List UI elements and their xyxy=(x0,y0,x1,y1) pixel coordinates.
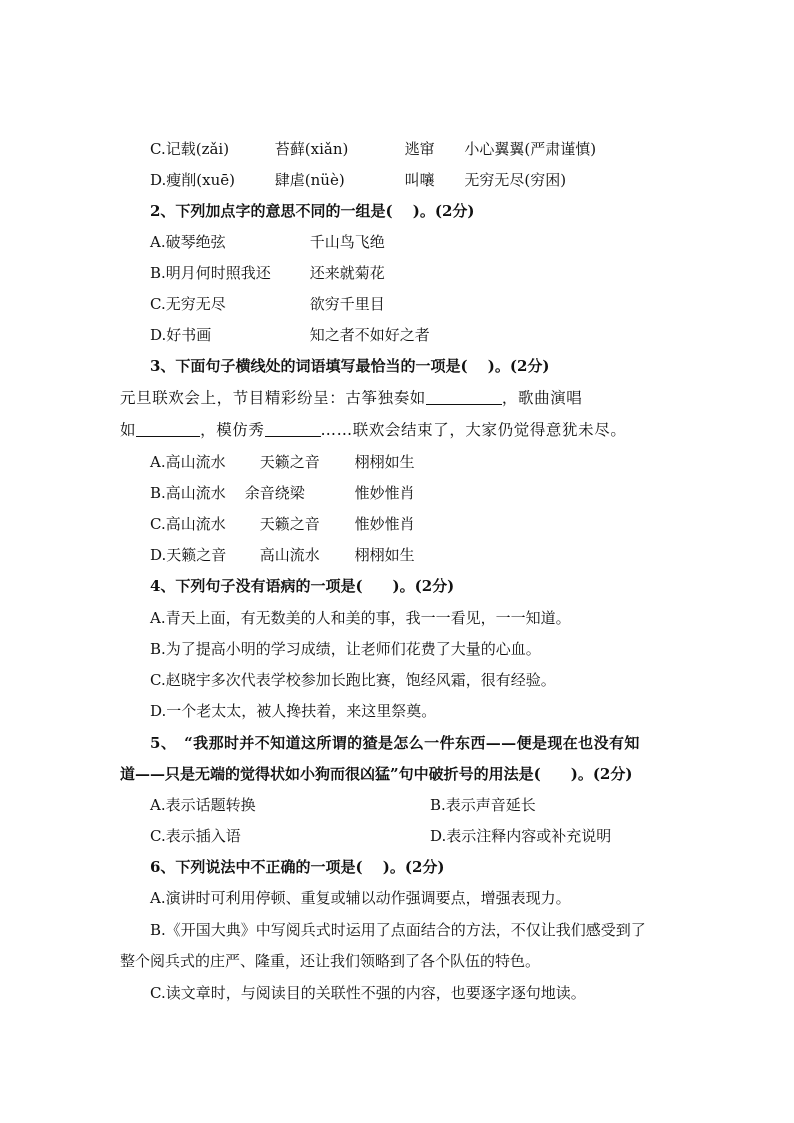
q6-option-b-line-1: B.《开国大典》中写阅兵式时运用了点面结合的方法，不仅让我们感受到了 xyxy=(150,921,646,939)
q1-c-word-1: C.记载(zǎi) xyxy=(150,140,230,158)
q2-a-left: A.破琴绝弦 xyxy=(150,233,226,251)
q2-stem: 2、下列加点字的意思不同的一组是( )。(2分) xyxy=(150,202,475,220)
q2-d-right: 知之者不如好之者 xyxy=(309,326,430,344)
q6-stem: 6、下列说法中不正确的一项是( )。(2分) xyxy=(150,858,445,876)
q4-option-a: A.青天上面，有无数美的人和美的事，我一一看见，一一知道。 xyxy=(150,609,571,627)
q3-passage-text-1: 元旦联欢会上，节目精彩纷呈：古筝独奏如 xyxy=(120,389,426,407)
q2-a-right: 千山鸟飞绝 xyxy=(309,233,385,251)
q3-a-3: 栩栩如生 xyxy=(354,453,415,471)
q2-option-d xyxy=(150,325,430,345)
q5-option-c: C.表示插入语 xyxy=(150,827,241,845)
q2-c-left: C.无穷无尽 xyxy=(150,295,226,313)
q1-d-word-3: 叫嚷 xyxy=(404,171,435,189)
q2-option-c xyxy=(150,294,385,314)
q3-passage-line-1 xyxy=(120,388,582,408)
q5-option-a: A.表示话题转换 xyxy=(150,796,256,814)
q4-stem: 4、下列句子没有语病的一项是( )。(2分) xyxy=(150,577,455,595)
q3-passage-line-2 xyxy=(120,420,626,440)
q3-b-1: B.高山流水 xyxy=(150,484,226,502)
q2-b-left: B.明月何时照我还 xyxy=(150,264,271,282)
q2-c-right: 欲穷千里目 xyxy=(309,295,385,313)
q6-option-b-line-2: 整个阅兵式的庄严、隆重，还让我们领略到了各个队伍的特色。 xyxy=(120,952,541,970)
q5-option-d: D.表示注释内容或补充说明 xyxy=(430,827,612,845)
q2-option-a xyxy=(150,232,385,252)
q3-c-2: 天籁之音 xyxy=(259,515,320,533)
q3-option-b xyxy=(150,483,415,503)
q3-option-a xyxy=(150,452,415,472)
q2-d-left: D.好书画 xyxy=(150,326,212,344)
q3-d-1: D.天籁之音 xyxy=(150,546,227,564)
q3-option-c xyxy=(150,514,415,534)
q3-passage-text-3: 如 xyxy=(120,421,137,439)
q3-blank-2 xyxy=(136,422,200,437)
q3-passage-text-5: ……联欢会结束了，大家仍觉得意犹未尽。 xyxy=(320,421,627,439)
q2-b-right: 还来就菊花 xyxy=(309,264,385,282)
q1-c-word-4: 小心翼翼(严肃谨慎) xyxy=(464,140,597,158)
q3-b-3: 惟妙惟肖 xyxy=(354,484,415,502)
q3-blank-3 xyxy=(265,422,321,437)
q3-passage-text-2: ，歌曲演唱 xyxy=(501,389,583,407)
q3-c-3: 惟妙惟肖 xyxy=(354,515,415,533)
q1-d-word-1: D.瘦削(xuē) xyxy=(150,171,235,189)
q4-option-c: C.赵晓宇多次代表学校参加长跑比赛，饱经风霜，很有经验。 xyxy=(150,671,556,689)
q3-b-2: 余音绕梁 xyxy=(244,484,305,502)
q5-option-b: B.表示声音延长 xyxy=(430,796,536,814)
q3-a-1: A.高山流水 xyxy=(150,453,226,471)
q3-option-d xyxy=(150,545,415,565)
q3-a-2: 天籁之音 xyxy=(259,453,320,471)
q1-c-word-2: 苔藓(xiǎn) xyxy=(274,140,349,158)
q1-d-word-4: 无穷无尽(穷困) xyxy=(464,171,567,189)
q3-d-3: 栩栩如生 xyxy=(354,546,415,564)
q4-option-d: D.一个老太太，被人搀扶着，来这里祭奠。 xyxy=(150,702,437,720)
q2-option-b xyxy=(150,263,385,283)
q3-d-2: 高山流水 xyxy=(259,546,320,564)
q3-c-1: C.高山流水 xyxy=(150,515,226,533)
q6-option-a: A.演讲时可利用停顿、重复或辅以动作强调要点，增强表现力。 xyxy=(150,889,571,907)
q6-option-c: C.读文章时，与阅读目的关联性不强的内容，也要逐字逐句地读。 xyxy=(150,984,586,1002)
q4-option-b: B.为了提高小明的学习成绩，让老师们花费了大量的心血。 xyxy=(150,640,541,658)
q1-option-d xyxy=(150,170,566,190)
q1-d-word-2: 肆虐(nüè) xyxy=(274,171,345,189)
q3-blank-1 xyxy=(426,390,502,405)
q5-stem-line-2: 道——只是无端的觉得状如小狗而很凶猛”句中破折号的用法是( )。(2分) xyxy=(120,765,633,783)
q1-c-word-3: 逃窜 xyxy=(404,140,435,158)
q3-passage-text-4: ，模仿秀 xyxy=(200,421,265,439)
q5-stem-line-1: 5、 “我那时并不知道这所谓的猹是怎么一件东西——便是现在也没有知 xyxy=(150,734,640,752)
q1-option-c xyxy=(150,139,596,159)
q3-stem: 3、下面句子横线处的词语填写最恰当的一项是( )。(2分) xyxy=(150,357,550,375)
